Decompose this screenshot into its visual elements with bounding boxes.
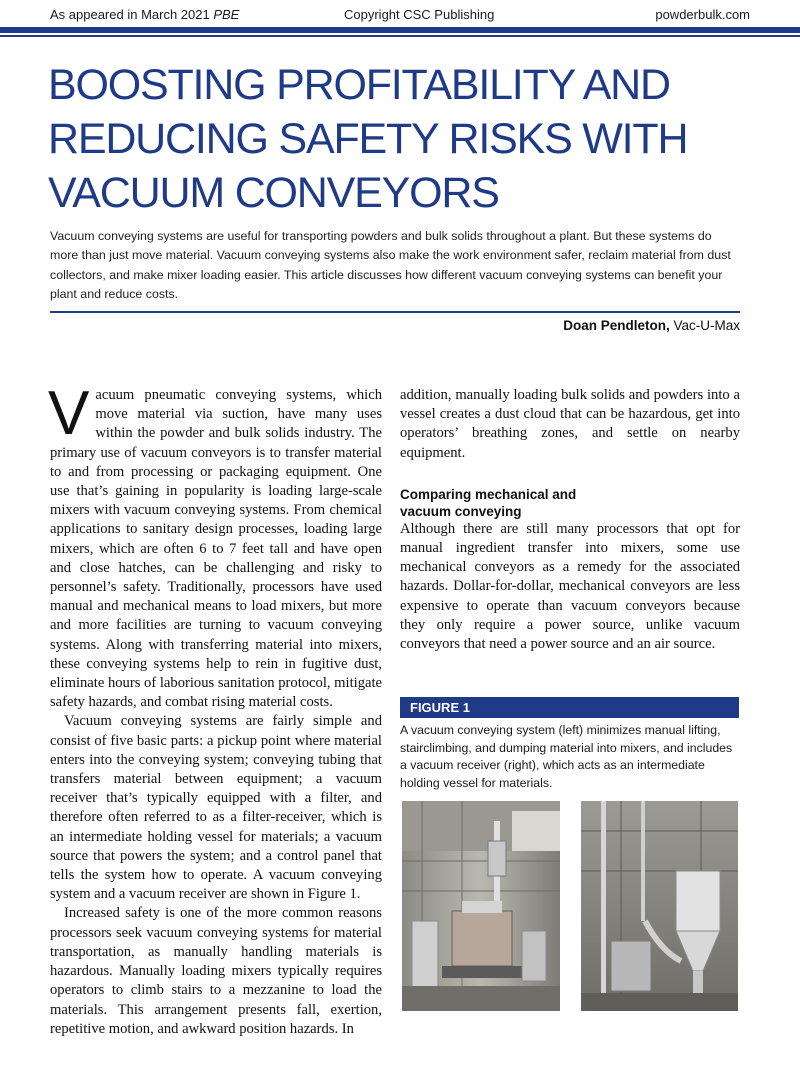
subhead-line-1: Comparing mechanical and bbox=[400, 486, 577, 502]
page-header bbox=[50, 7, 750, 25]
section-subhead bbox=[400, 486, 740, 520]
photo-vacuum-conveying-system bbox=[402, 801, 560, 1011]
photo-vacuum-receiver-image bbox=[581, 801, 738, 1011]
byline-rule bbox=[50, 311, 740, 313]
body-column-left bbox=[48, 379, 382, 1039]
website-link[interactable]: powderbulk.com bbox=[655, 7, 750, 22]
header-rule-thick bbox=[0, 27, 800, 33]
drop-cap: V bbox=[48, 379, 90, 448]
body-paragraph: Vacuum conveying systems are fairly simple and consist of five basic parts: a pickup point where material enters into the conveying system; conveying tubing that transfers material between equipment; a vacuum receiver that’s typically equipped with a filter, and therefore often referred to as a filter-receiver, which is an intermediate holding vessel for materials; a vacuum source that powers the system; and a control panel that tells the system how to operate. A vacuum conveying system and a vacuum receiver are shown in Figure 1. bbox=[50, 713, 382, 903]
copyright-note: Copyright CSC Publishing bbox=[344, 7, 495, 22]
article-dek: Vacuum conveying systems are useful for transporting powders and bulk solids throughout a plant. But these systems do more than just move material. Vacuum conveying systems also make the work environment safer, reclaim material from dust collectors, and make mixer loading easier. This article discusses how different vacuum conveying systems can benefit your plant and reduce costs. bbox=[50, 229, 731, 302]
body-paragraph: acuum pneumatic conveying systems, which move material via suction, have many uses within the powder and bulk solids industry. The primary use of vacuum conveyors is to transfer material to and from processing or packaging equipment. One use that’s gaining in popularity is loading large-scale mixers with vacuum conveying systems. From chemical applications to sanitary design processes, loading large mixers, which are often 6 to 7 feet tall and have open and close hatches, can be challenging and risky to personnel’s safety. Traditionally, processors have used manual and mechanical means to load mixers, but more and more facilities are turning to vacuum conveying systems. Along with transferring material into mixers, these conveying systems help to rein in fugitive dust, eliminate hours of laborious sanitation protocol, mitigate safety hazards, and combat rising material costs. bbox=[50, 387, 382, 711]
author-company: Vac-U-Max bbox=[669, 318, 740, 333]
body-column-right bbox=[400, 386, 740, 654]
figure-label: FIGURE 1 bbox=[400, 697, 739, 718]
header-rule-thin bbox=[0, 35, 800, 37]
issue-note: As appeared in March 2021 PBE bbox=[50, 7, 240, 22]
subhead-line-2: vacuum conveying bbox=[400, 503, 522, 519]
photo-vacuum-conveying-system-image bbox=[402, 801, 560, 1011]
headline-line-3: VACUUM CONVEYORS bbox=[48, 169, 499, 217]
body-paragraph: Increased safety is one of the more common reasons processors seek vacuum conveying systems for material transportation, as manually handling materials is hazardous. Manually loading mixers typically requires operators to climb stairs to a mezzanine to load the materials. This arrangement presents fall, exertion, repetitive motion, and awkward position hazards. In bbox=[50, 905, 382, 1037]
author-name: Doan Pendleton, bbox=[563, 318, 670, 333]
byline bbox=[563, 318, 740, 333]
body-paragraph: addition, manually loading bulk solids and powders into a vessel creates a dust cloud that can be hazardous, get into operators’ breathing zones, and settle on nearby equipment. bbox=[400, 387, 740, 461]
headline-line-2: REDUCING SAFETY RISKS WITH bbox=[48, 115, 688, 163]
body-paragraph: Although there are still many processors that opt for manual ingredient transfer into mixers, some use mechanical conveyors as a remedy for the associated hazards. Dollar-for-dollar, mechanical conveyors are less expensive to operate than vacuum conveyors because they only require a power source, unlike vacuum conveyors that need a power source and an air source. bbox=[400, 520, 740, 653]
photo-vacuum-receiver bbox=[581, 801, 738, 1011]
article-headline bbox=[48, 58, 768, 220]
publication-abbrev: PBE bbox=[213, 7, 240, 22]
figure-caption: A vacuum conveying system (left) minimizes manual lifting, stairclimbing, and dumping material into mixers, and includes a vacuum receiver (right), which acts as an intermediate holding vessel for materials. bbox=[400, 723, 733, 790]
headline-line-1: BOOSTING PROFITABILITY AND bbox=[48, 61, 670, 109]
